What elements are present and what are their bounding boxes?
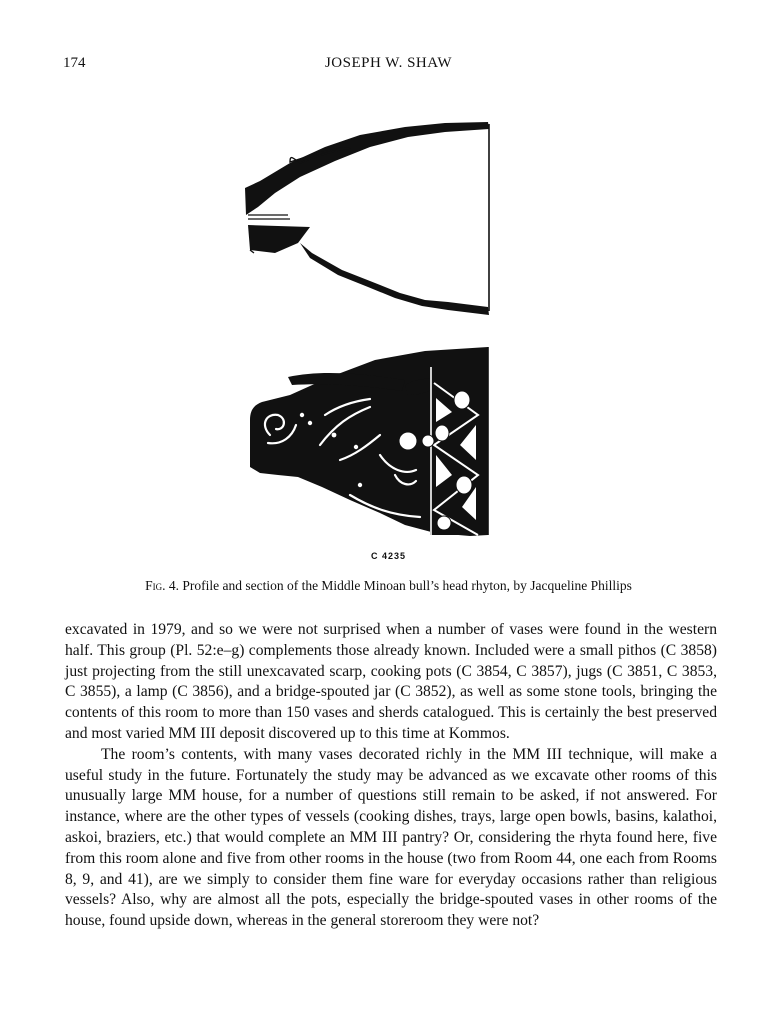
band-oval: [435, 425, 449, 441]
band-oval: [454, 391, 470, 409]
figure-caption: [0, 578, 777, 594]
profile-lower-wall: [300, 243, 489, 315]
caption-figure-number: Fig. 4.: [145, 578, 179, 593]
catalog-label: C 4235: [370, 551, 407, 561]
medallion: [422, 435, 434, 447]
page-number: 174: [63, 55, 86, 71]
band-oval: [456, 476, 472, 494]
dot: [332, 433, 337, 438]
medallion: [399, 432, 417, 450]
dot: [300, 413, 304, 417]
caption-text: Profile and section of the Middle Minoan bull’s head rhyton, by Jacqueline Phillips: [178, 578, 632, 593]
body-paragraph: excavated in 1979, and so we were not surprised when a number of vases were found in the western half. This group (Pl. 52:e–g) complements those already known. Included were a small pithos (C 3858) just projecting from the still unexcavated scarp, cooking pots (C 3854, C 3857), jugs (C 3851, C 3853, C 3855), a lamp (C 3856), and a bridge-spouted jar (C 3852), as well as some stone tools, bringing the contents of this room to more than 150 vases and sherds catalogued. This is certainly the best preserved and most varied MM III deposit discovered up to this time at Kommos.: [65, 621, 717, 742]
elevation-band-panel: [430, 353, 488, 535]
profile-chin: [250, 250, 254, 253]
dot: [354, 445, 358, 449]
profile-top-wall: [245, 122, 489, 215]
band-oval: [437, 516, 451, 530]
rhyton-decorated-elevation: [250, 347, 488, 536]
rhyton-drawing: [230, 115, 500, 540]
profile-bottom-wall: [248, 225, 310, 253]
profile-snout-gap-rim: [248, 215, 290, 219]
body-text: [65, 620, 717, 932]
dot: [308, 421, 312, 425]
dot: [358, 483, 362, 487]
running-head: JOSEPH W. SHAW: [324, 55, 453, 71]
rhyton-profile-section: [245, 122, 489, 315]
body-paragraph: The room’s contents, with many vases decorated richly in the MM III technique, will make a useful study in the future. Fortunately the study may be advanced as we excavate other rooms of this unusually large MM house, for a number of questions still remain to be asked, if not answered. For instance, where are the other types of vessels (cooking dishes, trays, large open bowls, basins, kalathoi, askoi, braziers, etc.) that would complete an MM III pantry? Or, considering the rhyta found here, five from this room alone and five from other rooms in the house (two from Room 44, one each from Rooms 8, 9, and 41), are we simply to consider them fine ware for everyday occasions rather than religious vessels? Also, why are almost all the pots, especially the bridge-spouted vases in other rooms of the house, found upside down, whereas in the general storeroom they were not?: [65, 745, 717, 930]
